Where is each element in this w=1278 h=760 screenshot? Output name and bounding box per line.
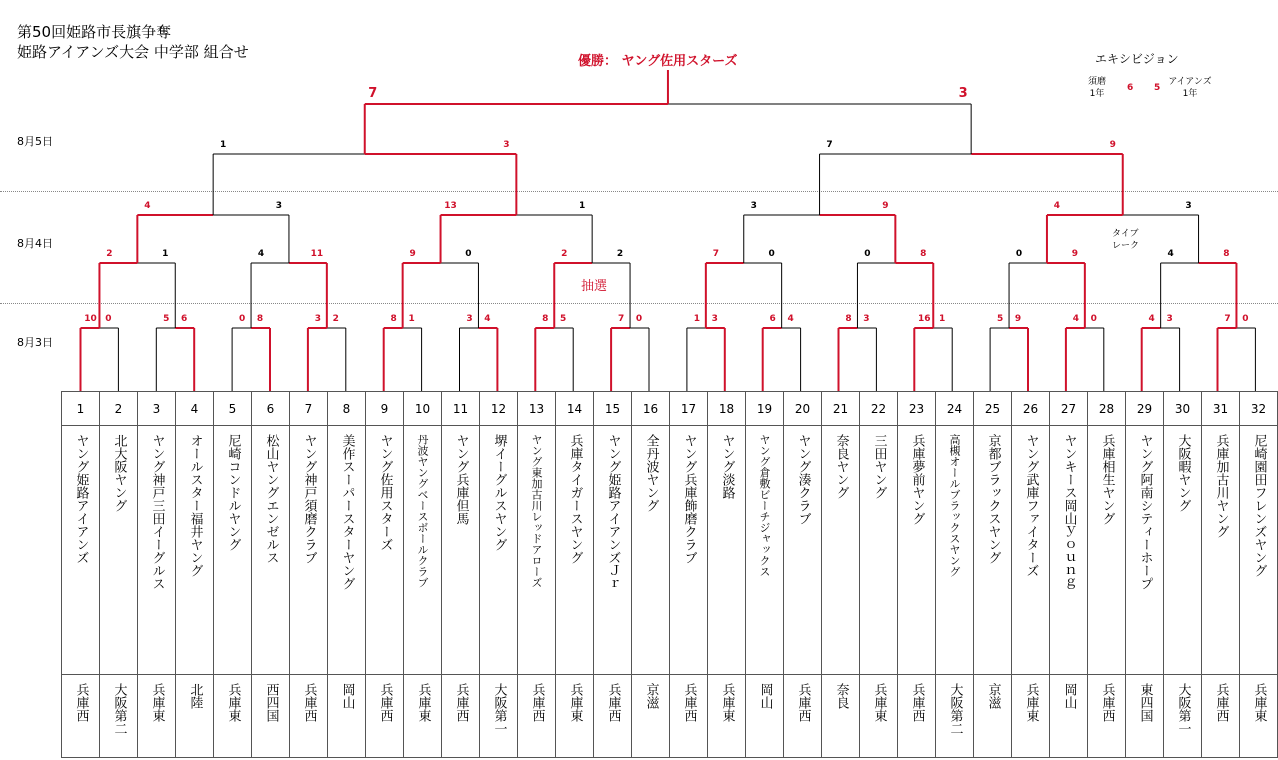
team-name: 京都ブラックスヤング bbox=[985, 434, 1001, 564]
team-name-cell bbox=[1012, 426, 1050, 675]
team-region-cell bbox=[746, 675, 784, 758]
team-region: 兵庫東 bbox=[567, 683, 583, 722]
team-name: ヤング淡路 bbox=[719, 434, 735, 499]
match-score: 4 bbox=[1148, 314, 1155, 324]
champion-label: 優勝： ヤング佐用スターズ bbox=[578, 54, 738, 69]
team-region-row bbox=[62, 675, 1278, 758]
match-score: 1 bbox=[220, 140, 227, 150]
team-name-cell bbox=[366, 426, 404, 675]
team-name-cell bbox=[898, 426, 936, 675]
match-score: 3 bbox=[958, 86, 968, 101]
team-region: 兵庫西 bbox=[1099, 683, 1115, 722]
team-name: 尼崎園田フレンズヤング bbox=[1251, 434, 1267, 577]
match-score: 8 bbox=[920, 249, 927, 259]
team-region-cell bbox=[1088, 675, 1126, 758]
team-name-cell bbox=[670, 426, 708, 675]
team-name: ヤング神戸須磨クラブ bbox=[301, 434, 317, 564]
team-name-cell bbox=[594, 426, 632, 675]
team-number: 7 bbox=[290, 392, 328, 426]
team-region: 北陸 bbox=[187, 683, 203, 709]
team-name: ヤング武庫ファイターズ bbox=[1023, 434, 1039, 577]
team-name: 北大阪ヤング bbox=[111, 434, 127, 512]
team-region: 大阪第二 bbox=[111, 683, 127, 735]
team-name-cell bbox=[442, 426, 480, 675]
team-name: ヤング姫路アイアンズ bbox=[73, 434, 89, 564]
match-score: 2 bbox=[332, 314, 339, 324]
team-number: 20 bbox=[784, 392, 822, 426]
team-name-cell bbox=[518, 426, 556, 675]
exhibition-left-score: 6 bbox=[1127, 83, 1134, 93]
match-score: 4 bbox=[787, 314, 794, 324]
team-region: 兵庫西 bbox=[681, 683, 697, 722]
team-name: 美作スーパースターヤング bbox=[339, 434, 355, 590]
team-name-cell bbox=[822, 426, 860, 675]
team-number: 31 bbox=[1202, 392, 1240, 426]
team-name-cell bbox=[404, 426, 442, 675]
team-name: ヤング神戸三田イーグルス bbox=[149, 434, 165, 590]
team-name: 大阪暇ヤング bbox=[1175, 434, 1191, 512]
team-name-cell bbox=[290, 426, 328, 675]
team-region: 兵庫東 bbox=[871, 683, 887, 722]
team-number-row bbox=[62, 392, 1278, 426]
team-region-cell bbox=[404, 675, 442, 758]
team-name: ヤング佐用スターズ bbox=[377, 434, 393, 551]
match-score: 3 bbox=[275, 201, 283, 211]
match-score: 4 bbox=[257, 249, 265, 259]
team-name-cell bbox=[746, 426, 784, 675]
match-score: 0 bbox=[864, 249, 871, 259]
team-region-cell bbox=[632, 675, 670, 758]
team-region: 兵庫西 bbox=[453, 683, 469, 722]
match-score: 5 bbox=[560, 314, 567, 324]
team-name: 兵庫加古川ヤング bbox=[1213, 434, 1229, 538]
team-region-cell bbox=[366, 675, 404, 758]
team-name-row bbox=[62, 426, 1278, 675]
team-region-cell bbox=[1050, 675, 1088, 758]
team-region-cell bbox=[1126, 675, 1164, 758]
exhibition-right-team-grade: 1年 bbox=[1182, 89, 1198, 99]
team-number: 18 bbox=[708, 392, 746, 426]
exhibition-right-team-name: アイアンズ bbox=[1168, 77, 1212, 87]
team-region-cell bbox=[860, 675, 898, 758]
team-region-cell bbox=[62, 675, 100, 758]
team-name-cell bbox=[480, 426, 518, 675]
exhibition-left-team-name: 須磨 bbox=[1087, 77, 1106, 87]
match-score: 3 bbox=[503, 140, 510, 150]
team-region: 大阪第一 bbox=[491, 683, 507, 735]
team-name: 奈良ヤング bbox=[833, 434, 849, 499]
team-region-cell bbox=[1164, 675, 1202, 758]
team-region: 兵庫西 bbox=[909, 683, 925, 722]
team-name: 兵庫夢前ヤング bbox=[909, 434, 925, 525]
team-region-cell bbox=[670, 675, 708, 758]
team-name: オールスター福井ヤング bbox=[187, 434, 203, 577]
match-score: 11 bbox=[310, 249, 324, 259]
match-score: 9 bbox=[882, 201, 889, 211]
exhibition-right-score: 5 bbox=[1154, 83, 1161, 93]
match-score: 9 bbox=[1109, 140, 1116, 150]
match-score: 2 bbox=[106, 249, 113, 259]
match-score: 7 bbox=[826, 140, 833, 150]
match-score: 1 bbox=[579, 201, 586, 211]
team-region: 岡山 bbox=[1061, 683, 1077, 709]
team-number: 1 bbox=[62, 392, 100, 426]
date-label-round-final: 8月5日 bbox=[17, 135, 53, 148]
team-number: 6 bbox=[252, 392, 290, 426]
team-number: 3 bbox=[138, 392, 176, 426]
team-region: 奈良 bbox=[833, 683, 849, 709]
exhibition-left-team-grade: 1年 bbox=[1089, 89, 1105, 99]
team-name: ヤング兵庫但馬 bbox=[453, 434, 469, 525]
team-number: 13 bbox=[518, 392, 556, 426]
team-number: 2 bbox=[100, 392, 138, 426]
team-region-cell bbox=[100, 675, 138, 758]
match-score: 3 bbox=[750, 201, 757, 211]
team-name: 全丹波ヤング bbox=[643, 434, 659, 512]
match-score: 0 bbox=[465, 249, 472, 259]
team-name-cell bbox=[936, 426, 974, 675]
team-table bbox=[61, 391, 1278, 758]
team-number: 19 bbox=[746, 392, 784, 426]
team-region: 兵庫東 bbox=[225, 683, 241, 722]
team-region-cell bbox=[138, 675, 176, 758]
match-score: 7 bbox=[712, 249, 719, 259]
match-score: 6 bbox=[769, 314, 776, 324]
team-name: ヤング阿南シティーホープ bbox=[1137, 434, 1153, 590]
date-label-round-first: 8月3日 bbox=[17, 336, 53, 349]
match-score: 3 bbox=[314, 314, 322, 324]
match-score: 2 bbox=[616, 249, 624, 259]
match-score: 4 bbox=[1072, 314, 1080, 324]
match-score: 1 bbox=[939, 314, 946, 324]
match-score: 3 bbox=[711, 314, 718, 324]
team-region-cell bbox=[1240, 675, 1278, 758]
team-name-cell bbox=[328, 426, 366, 675]
match-score: 3 bbox=[1166, 314, 1173, 324]
team-number: 9 bbox=[366, 392, 404, 426]
team-name-cell bbox=[62, 426, 100, 675]
team-region-cell bbox=[290, 675, 328, 758]
team-number: 12 bbox=[480, 392, 518, 426]
team-region-cell bbox=[1202, 675, 1240, 758]
team-region: 兵庫東 bbox=[1023, 683, 1039, 722]
tiebreak-note-line1: タイブ bbox=[1112, 229, 1139, 239]
team-region-cell bbox=[480, 675, 518, 758]
team-number: 30 bbox=[1164, 392, 1202, 426]
team-region: 兵庫西 bbox=[795, 683, 811, 722]
match-score: 8 bbox=[542, 314, 549, 324]
match-score: 13 bbox=[444, 201, 457, 211]
team-name-cell bbox=[784, 426, 822, 675]
team-number: 8 bbox=[328, 392, 366, 426]
match-score: 10 bbox=[84, 314, 97, 324]
team-name-cell bbox=[1240, 426, 1278, 675]
match-score: 7 bbox=[1224, 314, 1231, 324]
match-score: 0 bbox=[1242, 314, 1249, 324]
team-number: 29 bbox=[1126, 392, 1164, 426]
team-number: 23 bbox=[898, 392, 936, 426]
match-score: 4 bbox=[1053, 201, 1061, 211]
match-score: 9 bbox=[1071, 249, 1078, 259]
tiebreak-note-line2: レーク bbox=[1112, 241, 1140, 251]
team-name-cell bbox=[214, 426, 252, 675]
match-score: 16 bbox=[918, 314, 931, 324]
team-name: 堺イーグルスヤング bbox=[491, 434, 507, 551]
match-score: 0 bbox=[635, 314, 643, 324]
exhibition-title: エキシビジョン bbox=[1095, 52, 1179, 66]
date-label-round-mid: 8月4日 bbox=[17, 237, 53, 250]
team-name-cell bbox=[974, 426, 1012, 675]
match-score: 5 bbox=[163, 314, 170, 324]
team-region: 岡山 bbox=[339, 683, 355, 709]
team-region-cell bbox=[1012, 675, 1050, 758]
team-name: ヤング湊クラブ bbox=[795, 434, 811, 525]
match-score: 3 bbox=[863, 314, 870, 324]
team-region: 兵庫西 bbox=[301, 683, 317, 722]
team-region-cell bbox=[784, 675, 822, 758]
team-name-cell bbox=[632, 426, 670, 675]
team-name: 松山ヤングエンゼルス bbox=[263, 434, 279, 564]
team-number: 16 bbox=[632, 392, 670, 426]
match-score: 6 bbox=[181, 314, 188, 324]
team-region: 大阪第二 bbox=[947, 683, 963, 735]
match-score: 1 bbox=[693, 314, 701, 324]
team-region: 京滋 bbox=[643, 683, 659, 709]
team-number: 5 bbox=[214, 392, 252, 426]
match-score: 0 bbox=[1090, 314, 1097, 324]
team-region: 兵庫西 bbox=[605, 683, 621, 722]
team-number: 14 bbox=[556, 392, 594, 426]
team-region-cell bbox=[936, 675, 974, 758]
team-region: 兵庫西 bbox=[1213, 683, 1229, 722]
team-name-cell bbox=[1126, 426, 1164, 675]
match-score: 0 bbox=[238, 314, 246, 324]
match-score: 4 bbox=[484, 314, 491, 324]
team-region-cell bbox=[442, 675, 480, 758]
team-number: 28 bbox=[1088, 392, 1126, 426]
team-number: 21 bbox=[822, 392, 860, 426]
team-name-cell bbox=[252, 426, 290, 675]
team-number: 25 bbox=[974, 392, 1012, 426]
match-score: 8 bbox=[845, 314, 852, 324]
team-region-cell bbox=[898, 675, 936, 758]
match-score: 7 bbox=[617, 314, 625, 324]
team-name: 尼崎コンドルヤング bbox=[225, 434, 241, 551]
team-number: 26 bbox=[1012, 392, 1050, 426]
team-name-cell bbox=[1164, 426, 1202, 675]
team-name-cell bbox=[1050, 426, 1088, 675]
team-number: 10 bbox=[404, 392, 442, 426]
match-score: 7 bbox=[368, 86, 378, 101]
match-score: 0 bbox=[105, 314, 112, 324]
team-name-cell bbox=[1088, 426, 1126, 675]
team-region: 兵庫東 bbox=[719, 683, 735, 722]
team-region: 岡山 bbox=[757, 683, 773, 709]
team-name-cell bbox=[100, 426, 138, 675]
team-region-cell bbox=[176, 675, 214, 758]
match-score: 3 bbox=[466, 314, 473, 324]
team-number: 22 bbox=[860, 392, 898, 426]
team-name-cell bbox=[138, 426, 176, 675]
page-title-line1: 第50回姫路市長旗争奪 bbox=[17, 23, 172, 41]
team-region-cell bbox=[594, 675, 632, 758]
team-region-cell bbox=[708, 675, 746, 758]
match-score: 1 bbox=[408, 314, 415, 324]
team-region: 兵庫東 bbox=[415, 683, 431, 722]
team-region: 兵庫西 bbox=[73, 683, 89, 722]
team-name-cell bbox=[556, 426, 594, 675]
team-region: 兵庫東 bbox=[1251, 683, 1267, 722]
team-name: 兵庫タイガースヤング bbox=[567, 434, 583, 564]
team-name: ヤング東加古川レッドアローズ bbox=[530, 434, 543, 588]
page-title-line2: 姫路アイアンズ大会 中学部 組合せ bbox=[17, 43, 249, 61]
team-name: 高槻オールブラックスヤング bbox=[948, 434, 961, 577]
team-name-cell bbox=[176, 426, 214, 675]
team-number: 4 bbox=[176, 392, 214, 426]
team-number: 32 bbox=[1240, 392, 1278, 426]
team-region: 兵庫西 bbox=[377, 683, 393, 722]
match-score: 9 bbox=[1014, 314, 1022, 324]
team-name-cell bbox=[1202, 426, 1240, 675]
team-region-cell bbox=[214, 675, 252, 758]
team-region-cell bbox=[328, 675, 366, 758]
team-region: 大阪第一 bbox=[1175, 683, 1191, 735]
team-name-cell bbox=[708, 426, 746, 675]
team-name: 兵庫相生ヤング bbox=[1099, 434, 1115, 525]
match-score: 1 bbox=[162, 249, 169, 259]
team-region: 東四国 bbox=[1137, 683, 1153, 722]
team-number: 17 bbox=[670, 392, 708, 426]
team-name: ヤンキース岡山ｙｏｕｎｇ bbox=[1061, 434, 1077, 590]
match-score: 4 bbox=[1167, 249, 1174, 259]
match-score: 8 bbox=[256, 314, 264, 324]
match-score: 8 bbox=[1223, 249, 1230, 259]
team-name: ヤング姫路アイアンズＪｒ bbox=[605, 434, 621, 590]
team-region: 兵庫西 bbox=[529, 683, 545, 722]
team-region-cell bbox=[518, 675, 556, 758]
team-name-cell bbox=[860, 426, 898, 675]
team-name: 三田ヤング bbox=[871, 434, 887, 499]
lottery-note: 抽選 bbox=[581, 279, 608, 294]
match-score: 4 bbox=[144, 201, 151, 211]
match-score: 0 bbox=[768, 249, 775, 259]
team-number: 27 bbox=[1050, 392, 1088, 426]
team-name: ヤング兵庫飾磨クラブ bbox=[681, 434, 697, 564]
match-score: 5 bbox=[996, 314, 1004, 324]
team-region-cell bbox=[974, 675, 1012, 758]
team-name: 丹波ヤングベースボールクラブ bbox=[416, 434, 429, 588]
team-region-cell bbox=[252, 675, 290, 758]
team-region: 京滋 bbox=[985, 683, 1001, 709]
team-number: 11 bbox=[442, 392, 480, 426]
match-score: 8 bbox=[390, 314, 397, 324]
team-region-cell bbox=[556, 675, 594, 758]
team-name: ヤング倉敷ビーチジャックス bbox=[758, 434, 771, 577]
match-score: 3 bbox=[1185, 201, 1192, 211]
team-region: 兵庫東 bbox=[149, 683, 165, 722]
team-number: 24 bbox=[936, 392, 974, 426]
team-number: 15 bbox=[594, 392, 632, 426]
match-score: 9 bbox=[409, 249, 416, 259]
team-region-cell bbox=[822, 675, 860, 758]
match-score: 2 bbox=[561, 249, 568, 259]
team-region: 西四国 bbox=[263, 683, 279, 722]
match-score: 0 bbox=[1015, 249, 1023, 259]
